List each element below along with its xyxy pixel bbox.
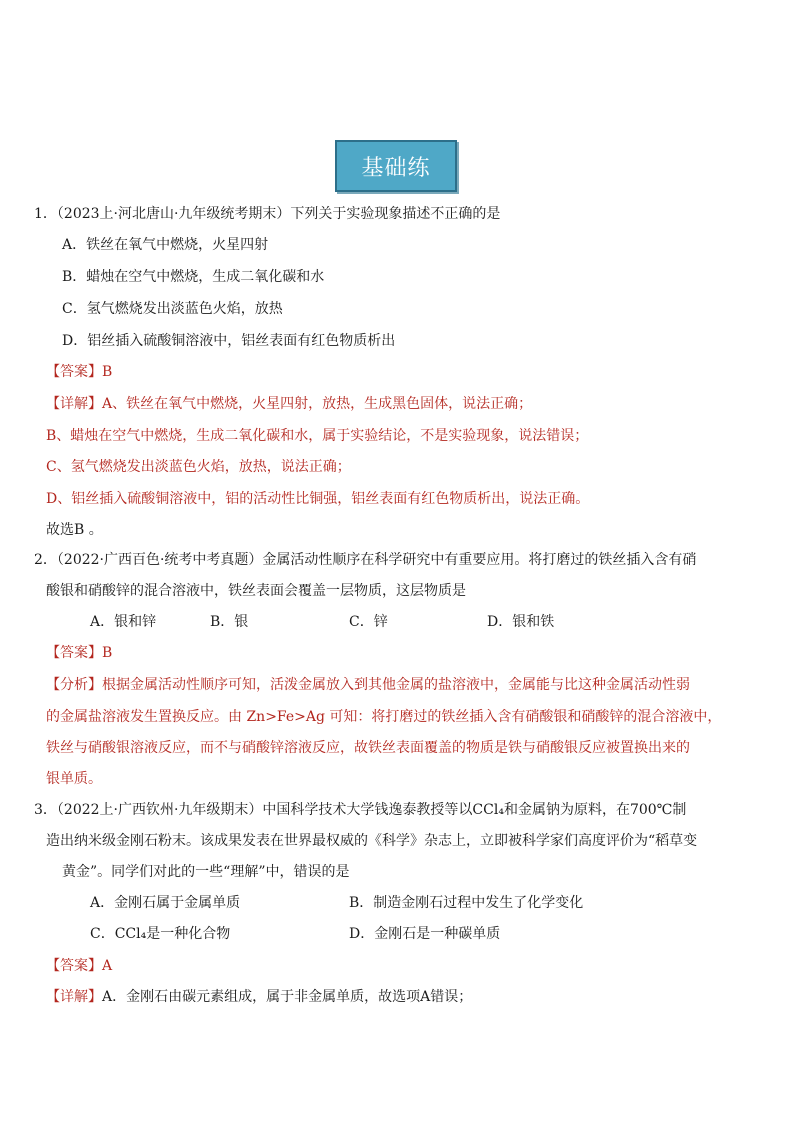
- q2-option-d: D．银和铁: [487, 614, 555, 630]
- q1-answer-label: 【答案】: [46, 364, 102, 380]
- q3-option-b: B．制造金刚石过程中发生了化学变化: [349, 895, 584, 911]
- q2-stem-line-1: 2．（2022·广西百色·统考中考真题）金属活动性顺序在科学研究中有重要应用。将打磨过的铁丝插入含有硝: [34, 552, 697, 568]
- q2-analysis-label: 【分析】: [46, 677, 102, 693]
- q1-detail-text-1: A、铁丝在氧气中燃烧，火星四射，放热，生成黑色固体，说法正确；: [102, 396, 533, 412]
- q2-analysis-line-4: 银单质。: [46, 771, 102, 787]
- q3-option-d: D．金刚石是一种碳单质: [349, 926, 501, 942]
- q1-detail-label: 【详解】: [46, 396, 102, 412]
- q1-option-b: B．蜡烛在空气中燃烧，生成二氧化碳和水: [62, 269, 325, 285]
- q2-stem-line-2: 酸银和硝酸锌的混合溶液中，铁丝表面会覆盖一层物质，这层物质是: [46, 583, 466, 599]
- q2-option-c: C．锌: [349, 614, 388, 630]
- q3-option-a: A．金刚石属于金属单质: [90, 895, 241, 911]
- q2-analysis-text-1: 根据金属活动性顺序可知，活泼金属放入到其他金属的盐溶液中，金属能与比这种金属活动性弱: [102, 677, 690, 693]
- q2-answer: [46, 643, 112, 663]
- q1-detail-line-1: [46, 394, 532, 414]
- q1-detail-line-3: C、氢气燃烧发出淡蓝色火焰，放热，说法正确；: [46, 459, 351, 475]
- q3-stem-line-3: 黄金”。同学们对此的一些“理解”中，错误的是: [62, 864, 350, 880]
- q3-stem-line-1: 3．（2022上·广西钦州·九年级期末）中国科学技术大学钱逸泰教授等以CCl₄和金属钠为原料，在700℃制: [34, 802, 687, 818]
- q3-stem-line-2: 造出纳米级金刚石粉末。该成果发表在世界最权威的《科学》杂志上，立即被科学家们高度评价为“稻草变: [46, 833, 698, 849]
- q1-option-d: D．铝丝插入硫酸铜溶液中，铝丝表面有红色物质析出: [62, 333, 396, 349]
- q3-detail-text: A．金刚石由碳元素组成，属于非金属单质，故选项A错误；: [102, 989, 473, 1005]
- q2-option-a: A．银和锌: [90, 614, 157, 630]
- q3-detail: [46, 987, 472, 1007]
- q3-detail-label: 【详解】: [46, 989, 102, 1005]
- q1-stem: 1．（2023上·河北唐山·九年级统考期末）下列关于实验现象描述不正确的是: [34, 206, 501, 222]
- q3-answer: [46, 956, 112, 976]
- q1-detail-line-4: D、铝丝插入硫酸铜溶液中，铝的活动性比铜强，铝丝表面有红色物质析出，说法正确。: [46, 491, 590, 507]
- q1-conclusion: 故选B 。: [46, 522, 103, 538]
- q2-option-b: B．银: [210, 614, 249, 630]
- section-title: 基础练: [335, 140, 457, 192]
- q3-answer-label: 【答案】: [46, 958, 102, 974]
- q2-analysis-line-3: 铁丝与硝酸银溶液反应，而不与硝酸锌溶液反应，故铁丝表面覆盖的物质是铁与硝酸银反应被置换出来的: [46, 740, 690, 756]
- q3-answer-value: A: [102, 958, 113, 974]
- q1-option-a: A．铁丝在氧气中燃烧，火星四射: [62, 237, 269, 253]
- q2-answer-value: B: [102, 645, 113, 661]
- q1-answer: [46, 362, 112, 382]
- q2-analysis-line-2: 的金属盐溶液发生置换反应。由 Zn>Fe>Ag 可知：将打磨过的铁丝插入含有硝酸银和硝酸锌的混合溶液中，: [46, 709, 722, 725]
- q1-detail-line-2: B、蜡烛在空气中燃烧，生成二氧化碳和水，属于实验结论，不是实验现象，说法错误；: [46, 428, 589, 444]
- q2-answer-label: 【答案】: [46, 645, 102, 661]
- q1-answer-value: B: [102, 364, 113, 380]
- q2-analysis-line-1: [46, 675, 690, 695]
- q3-option-c: C．CCl₄是一种化合物: [90, 926, 231, 942]
- q1-option-c: C．氢气燃烧发出淡蓝色火焰，放热: [62, 301, 283, 317]
